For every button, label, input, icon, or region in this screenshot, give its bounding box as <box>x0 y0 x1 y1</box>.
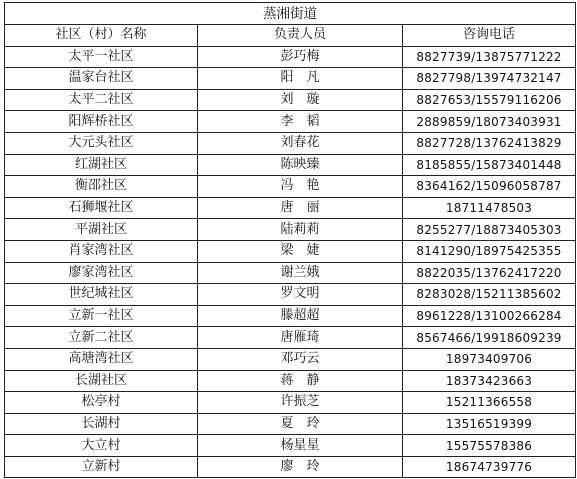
community-name-cell: 太平二社区 <box>5 89 198 111</box>
responsible-person-cell: 冯 艳 <box>198 176 403 198</box>
community-name-cell: 高塘湾社区 <box>5 348 198 370</box>
header-responsible-person: 负责人员 <box>198 25 403 47</box>
table-row <box>5 456 576 478</box>
phone-number-cell: 15211366558 <box>403 392 576 414</box>
header-community-name: 社区（村）名称 <box>5 25 198 47</box>
phone-number-cell: 8141290/18975425355 <box>403 240 576 262</box>
table-row <box>5 392 576 414</box>
table-row <box>5 176 576 198</box>
table-body <box>5 46 576 478</box>
responsible-person-cell: 滕超超 <box>198 305 403 327</box>
responsible-person-cell: 唐 丽 <box>198 197 403 219</box>
table-row <box>5 111 576 133</box>
responsible-person-cell: 夏 玲 <box>198 413 403 435</box>
responsible-person-cell: 阳 凡 <box>198 68 403 90</box>
contact-table <box>4 2 576 478</box>
phone-number-cell: 8255277/18873405303 <box>403 219 576 241</box>
table-row <box>5 46 576 68</box>
responsible-person-cell: 杨星星 <box>198 435 403 457</box>
responsible-person-cell: 谢兰娥 <box>198 262 403 284</box>
table-row <box>5 284 576 306</box>
community-name-cell: 世纪城社区 <box>5 284 198 306</box>
title-row <box>5 3 576 25</box>
community-name-cell: 平湖社区 <box>5 219 198 241</box>
phone-number-cell: 8185855/15873401448 <box>403 154 576 176</box>
table-row <box>5 219 576 241</box>
phone-number-cell: 8827653/15579116206 <box>403 89 576 111</box>
responsible-person-cell: 蒋 静 <box>198 370 403 392</box>
table-row <box>5 240 576 262</box>
community-name-cell: 立新村 <box>5 456 198 478</box>
phone-number-cell: 8364162/15096058787 <box>403 176 576 198</box>
phone-number-cell: 15575578386 <box>403 435 576 457</box>
phone-number-cell: 18373423663 <box>403 370 576 392</box>
responsible-person-cell: 李 韬 <box>198 111 403 133</box>
phone-number-cell: 8822035/13762417220 <box>403 262 576 284</box>
community-name-cell: 肖家湾社区 <box>5 240 198 262</box>
responsible-person-cell: 唐雁琦 <box>198 327 403 349</box>
table-row <box>5 68 576 90</box>
table-row <box>5 154 576 176</box>
table-row <box>5 305 576 327</box>
table-row <box>5 132 576 154</box>
community-name-cell: 大元头社区 <box>5 132 198 154</box>
responsible-person-cell: 罗文明 <box>198 284 403 306</box>
community-name-cell: 廖家湾社区 <box>5 262 198 284</box>
community-name-cell: 红湖社区 <box>5 154 198 176</box>
phone-number-cell: 8567466/19918609239 <box>403 327 576 349</box>
responsible-person-cell: 陆莉莉 <box>198 219 403 241</box>
community-name-cell: 立新一社区 <box>5 305 198 327</box>
table-row <box>5 327 576 349</box>
community-name-cell: 长湖村 <box>5 413 198 435</box>
table-row <box>5 348 576 370</box>
phone-number-cell: 13516519399 <box>403 413 576 435</box>
table-row <box>5 370 576 392</box>
phone-number-cell: 8827798/13974732147 <box>403 68 576 90</box>
phone-number-cell: 8961228/13100266284 <box>403 305 576 327</box>
responsible-person-cell: 许振芝 <box>198 392 403 414</box>
responsible-person-cell: 刘春花 <box>198 132 403 154</box>
community-name-cell: 长湖社区 <box>5 370 198 392</box>
community-name-cell: 石狮堰社区 <box>5 197 198 219</box>
phone-number-cell: 8283028/15211385602 <box>403 284 576 306</box>
community-name-cell: 立新二社区 <box>5 327 198 349</box>
phone-number-cell: 2889859/18073403931 <box>403 111 576 133</box>
table-row <box>5 197 576 219</box>
responsible-person-cell: 廖 玲 <box>198 456 403 478</box>
community-name-cell: 阳辉桥社区 <box>5 111 198 133</box>
community-name-cell: 松亭村 <box>5 392 198 414</box>
phone-number-cell: 18674739776 <box>403 456 576 478</box>
community-name-cell: 温家台社区 <box>5 68 198 90</box>
community-name-cell: 衡邵社区 <box>5 176 198 198</box>
table-row <box>5 413 576 435</box>
community-name-cell: 太平一社区 <box>5 46 198 68</box>
phone-number-cell: 8827728/13762413829 <box>403 132 576 154</box>
phone-number-cell: 18973409706 <box>403 348 576 370</box>
header-consult-phone: 咨询电话 <box>403 25 576 47</box>
phone-number-cell: 8827739/13875771222 <box>403 46 576 68</box>
responsible-person-cell: 梁 婕 <box>198 240 403 262</box>
table-row <box>5 89 576 111</box>
table-title: 蒸湘街道 <box>5 3 576 25</box>
contact-sheet <box>4 2 576 478</box>
responsible-person-cell: 彭巧梅 <box>198 46 403 68</box>
phone-number-cell: 18711478503 <box>403 197 576 219</box>
responsible-person-cell: 刘 璇 <box>198 89 403 111</box>
community-name-cell: 大立村 <box>5 435 198 457</box>
responsible-person-cell: 邓巧云 <box>198 348 403 370</box>
table-row <box>5 262 576 284</box>
table-row <box>5 435 576 457</box>
header-row <box>5 25 576 47</box>
responsible-person-cell: 陈映臻 <box>198 154 403 176</box>
